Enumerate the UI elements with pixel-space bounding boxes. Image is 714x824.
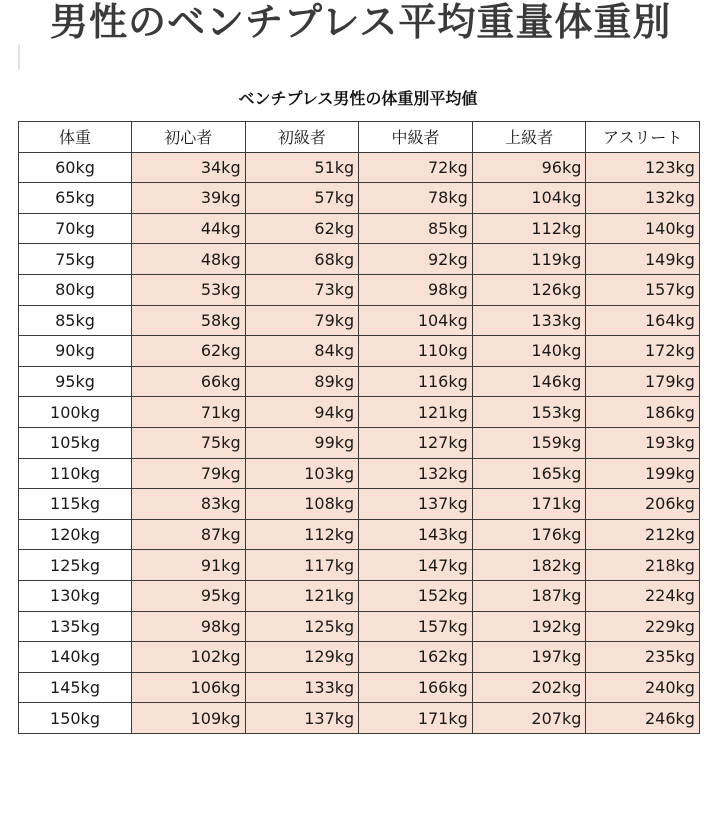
bench-value-cell: 116kg (359, 366, 473, 397)
bench-value-cell: 132kg (359, 458, 473, 489)
bench-value-cell: 164kg (586, 305, 700, 336)
bench-value-cell: 79kg (132, 458, 246, 489)
bench-value-cell: 246kg (586, 703, 700, 734)
bench-value-cell: 78kg (359, 183, 473, 214)
divider (18, 44, 20, 70)
table-body (19, 152, 700, 733)
column-header: 中級者 (359, 122, 473, 153)
header-row (19, 122, 700, 153)
body-weight-cell: 70kg (19, 213, 132, 244)
bench-value-cell: 157kg (359, 611, 473, 642)
bench-value-cell: 127kg (359, 427, 473, 458)
bench-value-cell: 75kg (132, 427, 246, 458)
bench-value-cell: 98kg (359, 274, 473, 305)
bench-value-cell: 71kg (132, 397, 246, 428)
bench-value-cell: 89kg (245, 366, 359, 397)
bench-value-cell: 197kg (472, 642, 586, 673)
bench-value-cell: 92kg (359, 244, 473, 275)
bench-value-cell: 207kg (472, 703, 586, 734)
bench-value-cell: 166kg (359, 672, 473, 703)
bench-press-table (18, 121, 700, 734)
bench-value-cell: 84kg (245, 336, 359, 367)
bench-value-cell: 212kg (586, 519, 700, 550)
bench-value-cell: 103kg (245, 458, 359, 489)
bench-value-cell: 147kg (359, 550, 473, 581)
bench-value-cell: 44kg (132, 213, 246, 244)
bench-value-cell: 117kg (245, 550, 359, 581)
table-row (19, 580, 700, 611)
bench-value-cell: 94kg (245, 397, 359, 428)
bench-value-cell: 137kg (245, 703, 359, 734)
bench-value-cell: 85kg (359, 213, 473, 244)
bench-value-cell: 121kg (359, 397, 473, 428)
bench-value-cell: 66kg (132, 366, 246, 397)
bench-value-cell: 91kg (132, 550, 246, 581)
table-row (19, 305, 700, 336)
bench-value-cell: 140kg (586, 213, 700, 244)
bench-value-cell: 39kg (132, 183, 246, 214)
table-row (19, 397, 700, 428)
bench-value-cell: 62kg (245, 213, 359, 244)
column-header: 初心者 (132, 122, 246, 153)
body-weight-cell: 140kg (19, 642, 132, 673)
bench-value-cell: 72kg (359, 152, 473, 183)
bench-value-cell: 58kg (132, 305, 246, 336)
body-weight-cell: 105kg (19, 427, 132, 458)
body-weight-cell: 110kg (19, 458, 132, 489)
table-row (19, 458, 700, 489)
bench-value-cell: 162kg (359, 642, 473, 673)
bench-value-cell: 95kg (132, 580, 246, 611)
table-row (19, 366, 700, 397)
body-weight-cell: 150kg (19, 703, 132, 734)
bench-value-cell: 143kg (359, 519, 473, 550)
column-header: 上級者 (472, 122, 586, 153)
bench-value-cell: 53kg (132, 274, 246, 305)
bench-value-cell: 73kg (245, 274, 359, 305)
bench-value-cell: 126kg (472, 274, 586, 305)
bench-value-cell: 206kg (586, 489, 700, 520)
bench-value-cell: 171kg (472, 489, 586, 520)
bench-value-cell: 235kg (586, 642, 700, 673)
column-header: アスリート (586, 122, 700, 153)
body-weight-cell: 130kg (19, 580, 132, 611)
bench-value-cell: 193kg (586, 427, 700, 458)
table-row (19, 274, 700, 305)
bench-value-cell: 119kg (472, 244, 586, 275)
table-row (19, 703, 700, 734)
bench-value-cell: 240kg (586, 672, 700, 703)
bench-value-cell: 57kg (245, 183, 359, 214)
bench-value-cell: 83kg (132, 489, 246, 520)
bench-value-cell: 187kg (472, 580, 586, 611)
bench-value-cell: 123kg (586, 152, 700, 183)
bench-value-cell: 224kg (586, 580, 700, 611)
bench-value-cell: 62kg (132, 336, 246, 367)
bench-value-cell: 132kg (586, 183, 700, 214)
table-row (19, 672, 700, 703)
bench-value-cell: 192kg (472, 611, 586, 642)
bench-value-cell: 133kg (472, 305, 586, 336)
table-row (19, 183, 700, 214)
bench-value-cell: 129kg (245, 642, 359, 673)
bench-value-cell: 87kg (132, 519, 246, 550)
bench-value-cell: 179kg (586, 366, 700, 397)
table-row (19, 642, 700, 673)
bench-value-cell: 218kg (586, 550, 700, 581)
bench-value-cell: 182kg (472, 550, 586, 581)
body-weight-cell: 120kg (19, 519, 132, 550)
bench-value-cell: 34kg (132, 152, 246, 183)
body-weight-cell: 115kg (19, 489, 132, 520)
bench-value-cell: 140kg (472, 336, 586, 367)
table-row (19, 489, 700, 520)
table-row (19, 519, 700, 550)
body-weight-cell: 135kg (19, 611, 132, 642)
page-title: 男性のベンチプレス平均重量体重別 (50, 0, 672, 44)
table-caption: ベンチプレス男性の体重別平均値 (238, 89, 478, 108)
bench-value-cell: 106kg (132, 672, 246, 703)
body-weight-cell: 95kg (19, 366, 132, 397)
table-row (19, 152, 700, 183)
body-weight-cell: 65kg (19, 183, 132, 214)
bench-value-cell: 51kg (245, 152, 359, 183)
bench-value-cell: 108kg (245, 489, 359, 520)
bench-value-cell: 133kg (245, 672, 359, 703)
bench-value-cell: 98kg (132, 611, 246, 642)
bench-value-cell: 99kg (245, 427, 359, 458)
bench-value-cell: 112kg (245, 519, 359, 550)
bench-value-cell: 112kg (472, 213, 586, 244)
bench-value-cell: 171kg (359, 703, 473, 734)
bench-value-cell: 96kg (472, 152, 586, 183)
body-weight-cell: 75kg (19, 244, 132, 275)
bench-value-cell: 137kg (359, 489, 473, 520)
body-weight-cell: 90kg (19, 336, 132, 367)
bench-value-cell: 157kg (586, 274, 700, 305)
bench-value-cell: 109kg (132, 703, 246, 734)
bench-value-cell: 68kg (245, 244, 359, 275)
bench-value-cell: 48kg (132, 244, 246, 275)
bench-value-cell: 110kg (359, 336, 473, 367)
bench-value-cell: 146kg (472, 366, 586, 397)
bench-value-cell: 153kg (472, 397, 586, 428)
bench-value-cell: 149kg (586, 244, 700, 275)
body-weight-cell: 80kg (19, 274, 132, 305)
column-header: 体重 (19, 122, 132, 153)
bench-value-cell: 186kg (586, 397, 700, 428)
bench-value-cell: 152kg (359, 580, 473, 611)
table-row (19, 550, 700, 581)
bench-value-cell: 79kg (245, 305, 359, 336)
bench-value-cell: 102kg (132, 642, 246, 673)
table-row (19, 336, 700, 367)
table-row (19, 611, 700, 642)
body-weight-cell: 100kg (19, 397, 132, 428)
bench-value-cell: 121kg (245, 580, 359, 611)
bench-value-cell: 202kg (472, 672, 586, 703)
bench-value-cell: 104kg (472, 183, 586, 214)
bench-value-cell: 199kg (586, 458, 700, 489)
column-header: 初級者 (245, 122, 359, 153)
table-row (19, 244, 700, 275)
bench-value-cell: 176kg (472, 519, 586, 550)
bench-value-cell: 229kg (586, 611, 700, 642)
body-weight-cell: 60kg (19, 152, 132, 183)
body-weight-cell: 145kg (19, 672, 132, 703)
bench-value-cell: 165kg (472, 458, 586, 489)
bench-value-cell: 172kg (586, 336, 700, 367)
table-row (19, 427, 700, 458)
body-weight-cell: 125kg (19, 550, 132, 581)
body-weight-cell: 85kg (19, 305, 132, 336)
bench-value-cell: 104kg (359, 305, 473, 336)
bench-value-cell: 159kg (472, 427, 586, 458)
table-row (19, 213, 700, 244)
bench-value-cell: 125kg (245, 611, 359, 642)
